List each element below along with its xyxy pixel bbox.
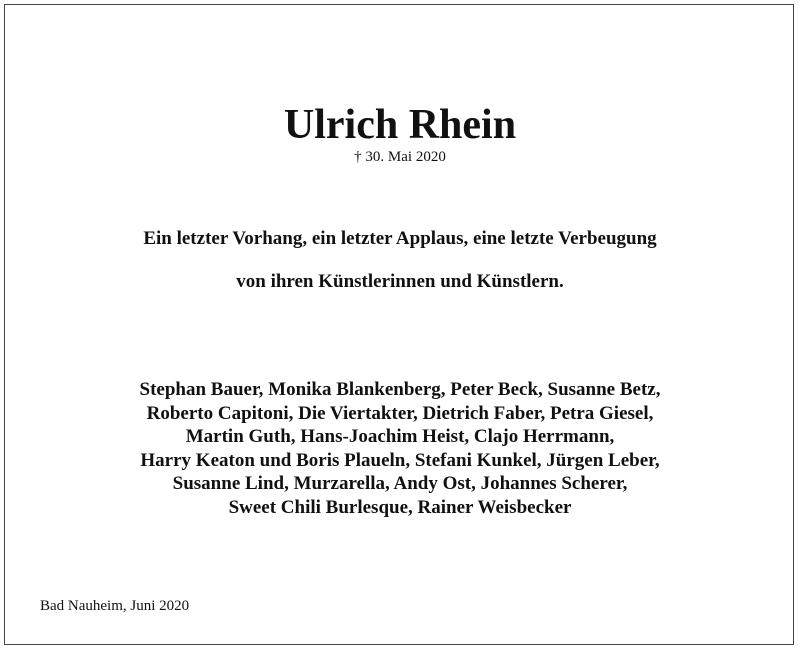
signatories-line-4: Harry Keaton und Boris Plaueln, Stefani Kunkel, Jürgen Leber, [140, 449, 660, 471]
signatories-list [0, 378, 800, 519]
quote-line-2: von ihren Künstlerinnen und Künstlern. [236, 271, 564, 292]
signatories-line-2: Roberto Capitoni, Die Viertakter, Dietrich Faber, Petra Giesel, [146, 402, 654, 424]
deceased-name: Ulrich Rhein [283, 102, 517, 148]
quote-line-1: Ein letzter Vorhang, ein letzter Applaus, eine letzte Verbeugung [143, 228, 657, 249]
signatories-line-3: Martin Guth, Hans-Joachim Heist, Clajo Herrmann, [185, 426, 615, 447]
place-and-date: Bad Nauheim, Juni 2020 [40, 598, 190, 614]
signatories-line-1: Stephan Bauer, Monika Blankenberg, Peter Beck, Susanne Betz, [139, 379, 661, 400]
death-date: † 30. Mai 2020 [354, 149, 446, 165]
signatories-line-6: Sweet Chili Burlesque, Rainer Weisbecker [228, 496, 572, 518]
signatories-line-5: Susanne Lind, Murzarella, Andy Ost, Johannes Scherer, [172, 473, 628, 494]
